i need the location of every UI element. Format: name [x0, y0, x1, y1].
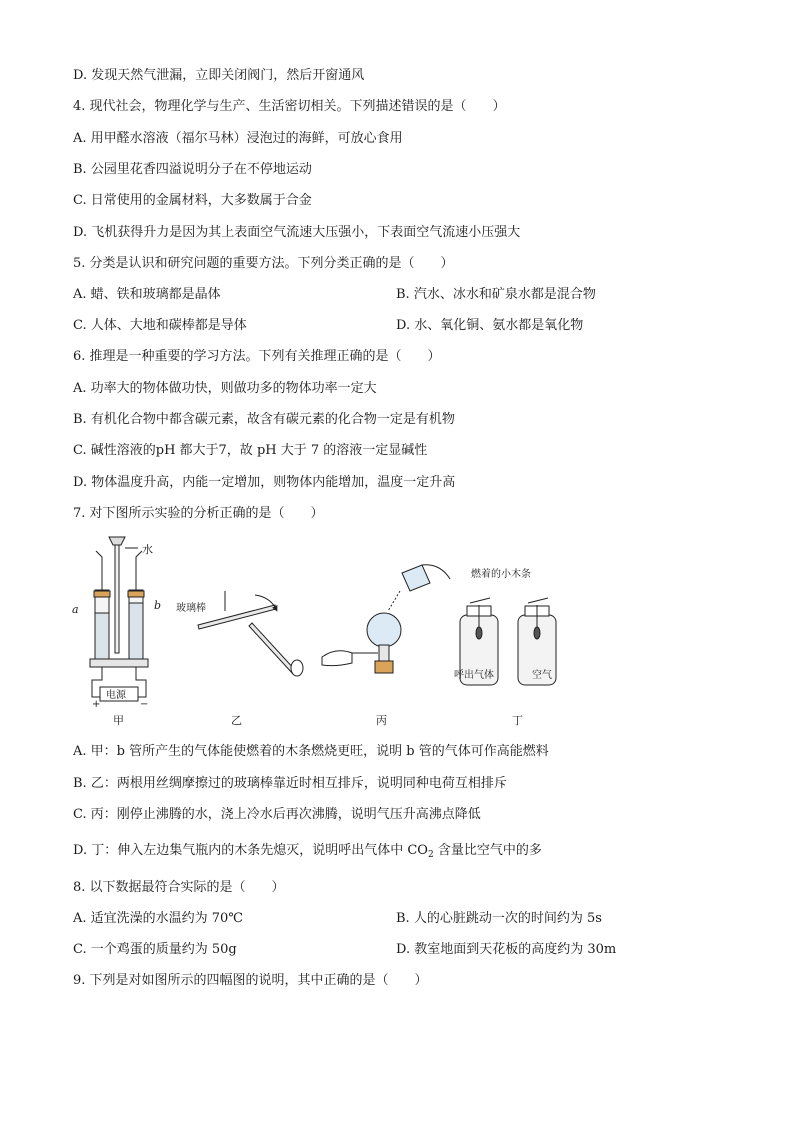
q4-stem: 4. 现代社会，物理化学与生产、生活密切相关。下列描述错误的是（ ）: [73, 99, 506, 114]
q5-option-c: C. 人体、大地和碳棒都是导体: [73, 318, 247, 333]
q8-option-a: A. 适宜洗澡的水温约为 70℃: [73, 911, 243, 926]
q5-option-a: A. 蜡、铁和玻璃都是晶体: [73, 287, 221, 302]
glass-rod-apparatus: [198, 591, 303, 676]
plus-terminal-label: +: [92, 699, 101, 710]
panel-yi-label: 乙: [231, 714, 242, 727]
q8-stem: 8. 以下数据最符合实际的是（ ）: [73, 880, 285, 895]
q6-stem: 6. 推理是一种重要的学习方法。下列有关推理正确的是（ ）: [73, 349, 441, 364]
q7-option-d-tail: 含量比空气中的多: [433, 843, 542, 858]
panel-bing-label: 丙: [376, 714, 387, 727]
q3-option-d: D. 发现天然气泄漏，立即关闭阀门，然后开窗通风: [73, 68, 365, 83]
q6-option-d: D. 物体温度升高，内能一定增加，则物体内能增加，温度一定升高: [73, 475, 456, 490]
q4-option-c: C. 日常使用的金属材料，大多数属于合金: [73, 193, 312, 208]
q5-option-d: D. 水、氧化铜、氨水都是氧化物: [396, 318, 584, 333]
q7-option-a: A. 甲：b 管所产生的气体能使燃着的木条燃烧更旺，说明 b 管的气体可作高能燃料: [73, 744, 549, 759]
q7-option-d-text: D. 丁：伸入左边集气瓶内的木条先熄灭，说明呼出气体中 CO: [73, 843, 428, 858]
q9-stem: 9. 下列是对如图所示的四幅图的说明，其中正确的是（ ）: [73, 973, 428, 988]
panel-jia-label: 甲: [113, 714, 124, 727]
q4-option-b: B. 公园里花香四溢说明分子在不停地运动: [73, 162, 312, 177]
water-label: 水: [142, 543, 153, 556]
q7-option-b: B. 乙：两根用丝绸摩擦过的玻璃棒靠近时相互排斥，说明同种电荷互相排斥: [73, 776, 507, 791]
minus-terminal-label: −: [140, 699, 149, 710]
panel-ding-label: 丁: [512, 714, 523, 727]
boiling-flask-apparatus: [322, 565, 450, 673]
q8-option-c: C. 一个鸡蛋的质量约为 50g: [73, 942, 237, 957]
q4-option-a: A. 用甲醛水溶液（福尔马林）浸泡过的海鲜，可放心食用: [73, 131, 403, 146]
q5-option-b: B. 汽水、冰水和矿泉水都是混合物: [396, 287, 596, 302]
q8-option-d: D. 教室地面到天花板的高度约为 30m: [396, 942, 617, 957]
experiment-figure-svg: [70, 535, 590, 730]
q6-option-c: C. 碱性溶液的pH 都大于7，故 pH 大于 7 的溶液一定显碱性: [73, 443, 428, 458]
q7-option-c: C. 丙：刚停止沸腾的水，浇上冷水后再次沸腾，说明气压升高沸点降低: [73, 807, 481, 822]
tube-b-label: b: [154, 599, 162, 612]
burning-stick-label: 燃着的小木条: [471, 569, 531, 580]
q8-option-b: B. 人的心脏跳动一次的时间约为 5s: [396, 911, 602, 926]
q6-option-a: A. 功率大的物体做功快，则做功多的物体功率一定大: [73, 381, 377, 396]
tube-a-label: a: [72, 603, 79, 616]
q6-option-b: B. 有机化合物中都含碳元素，故含有碳元素的化合物一定是有机物: [73, 412, 455, 427]
electrolysis-apparatus: [90, 537, 148, 701]
glass-rod-label: 玻璃棒: [176, 603, 206, 614]
q4-option-d: D. 飞机获得升力是因为其上表面空气流速大压强小，下表面空气流速小压强大: [73, 225, 521, 240]
q5-stem: 5. 分类是认识和研究问题的重要方法。下列分类正确的是（ ）: [73, 256, 454, 271]
q7-option-d: [73, 843, 542, 863]
q7-stem: 7. 对下图所示实验的分析正确的是（ ）: [73, 506, 324, 521]
air-label: 空气: [532, 670, 552, 681]
exhaled-gas-label: 呼出气体: [454, 670, 494, 681]
power-supply-label: 电源: [106, 690, 126, 701]
co2-subscript: 2: [427, 850, 434, 860]
experiment-figure: [70, 535, 590, 730]
